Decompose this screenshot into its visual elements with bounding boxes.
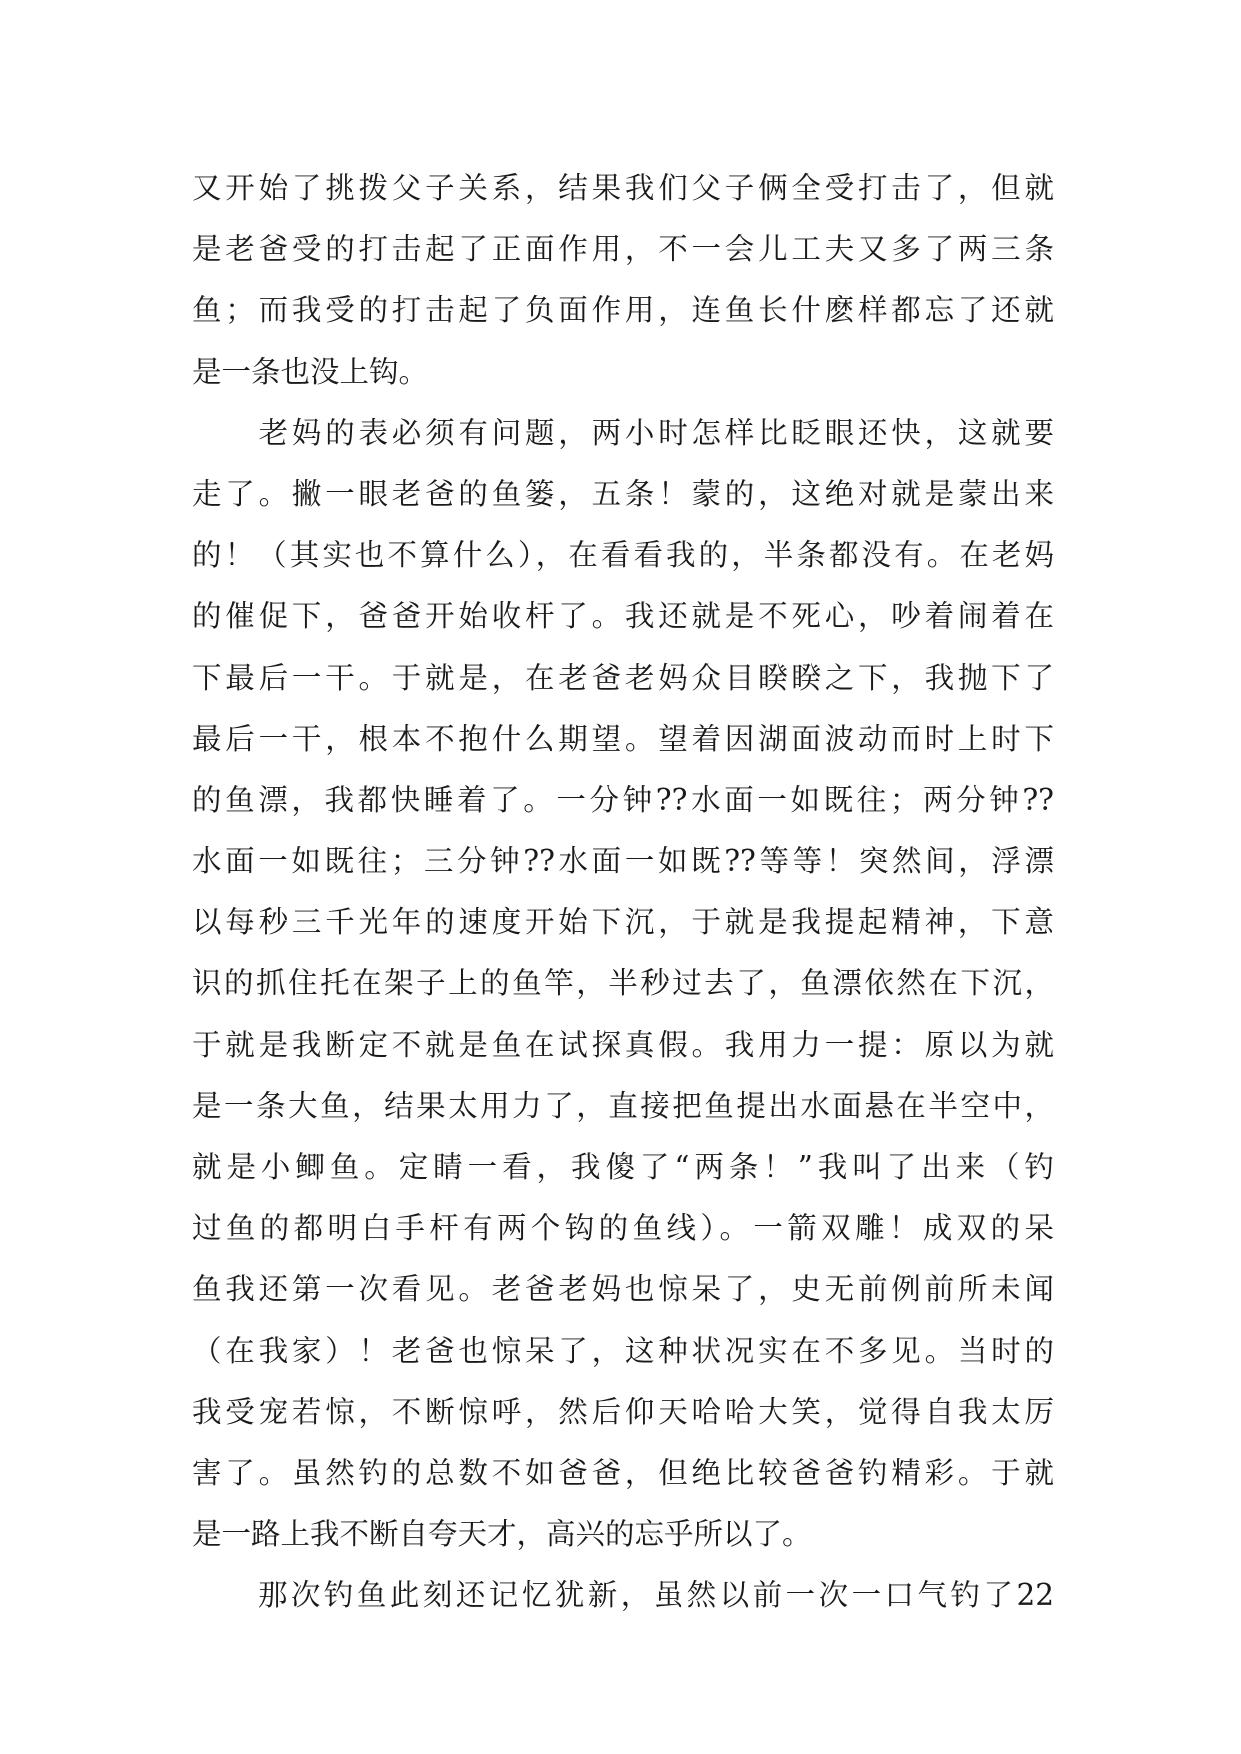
text-line: 那次钓鱼此刻还记忆犹新，虽然以前一次一口气钓了22 [192, 1578, 1054, 1613]
text-line: 害了。虽然钓的总数不如爸爸，但绝比较爸爸钓精彩。于就 [192, 1455, 1054, 1490]
text-line: 于就是我断定不就是鱼在试探真假。我用力一提：原以为就 [192, 1027, 1054, 1062]
text-line: 水面一如既往；三分钟??水面一如既??等等！突然间，浮漂 [192, 844, 1054, 879]
text-line: 是一路上我不断自夸天才，高兴的忘乎所以了。 [192, 1517, 812, 1552]
text-line: 识的抓住托在架子上的鱼竿，半秒过去了，鱼漂依然在下沉， [192, 966, 1054, 1001]
text-line: 的鱼漂，我都快睡着了。一分钟??水面一如既往；两分钟?? [192, 782, 1054, 817]
text-line: 又开始了挑拨父子关系，结果我们父子俩全受打击了，但就 [192, 171, 1054, 205]
text-line: 就是小鲫鱼。定睛一看，我傻了“两条！”我叫了出来（钓 [192, 1150, 1054, 1184]
text-line: 走了。撇一眼老爸的鱼篓，五条！蒙的，这绝对就是蒙出来 [192, 476, 1054, 511]
text-line: 以每秒三千光年的速度开始下沉，于就是我提起精神，下意 [192, 905, 1054, 940]
text-line: 鱼我还第一次看见。老爸老妈也惊呆了，史无前例前所未闻 [192, 1272, 1054, 1307]
text-line: 老妈的表必须有问题，两小时怎样比眨眼还快，这就要 [192, 415, 1054, 450]
text-line: 是老爸受的打击起了正面作用，不一会儿工夫又多了两三条 [192, 232, 1054, 267]
text-line: 的催促下，爸爸开始收杆了。我还就是不死心，吵着闹着在 [192, 599, 1054, 634]
text-line: 最后一干，根本不抱什么期望。望着因湖面波动而时上时下 [192, 721, 1054, 756]
text-line: 是一条也没上钩。 [192, 354, 429, 389]
text-line: 鱼；而我受的打击起了负面作用，连鱼长什麽样都忘了还就 [192, 293, 1054, 328]
text-line: 过鱼的都明白手杆有两个钩的鱼线）。一箭双雕！成双的呆 [192, 1211, 1054, 1246]
document-body [192, 158, 1054, 1627]
text-line: 的！（其实也不算什么），在看看我的，半条都没有。在老妈 [192, 538, 1054, 573]
text-line: 我受宠若惊，不断惊呼，然后仰天哈哈大笑，觉得自我太厉 [192, 1394, 1054, 1429]
text-line: 是一条大鱼，结果太用力了，直接把鱼提出水面悬在半空中， [192, 1088, 1054, 1123]
text-line: 下最后一干。于就是，在老爸老妈众目睽睽之下，我抛下了 [192, 660, 1054, 695]
text-line: （在我家）！老爸也惊呆了，这种状况实在不多见。当时的 [192, 1333, 1054, 1368]
